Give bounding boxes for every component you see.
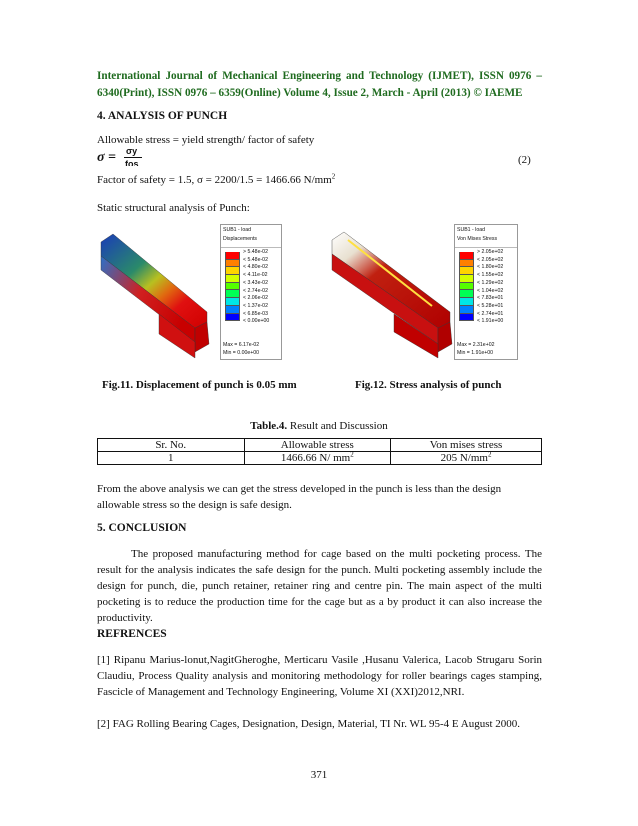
legend-min: Min = 1.91e+00 <box>457 350 494 356</box>
journal-header: International Journal of Mechanical Engineering and Technology (IJMET), ISSN 0976 – 6340(Print), ISSN 0976 – 6359(Online) Volume 4, Issue 2, March - April (2013) © IAEME <box>97 70 542 99</box>
table-cell-text: 1 <box>168 452 174 464</box>
table-header-cell: Allowable stress <box>244 439 391 452</box>
table-caption-text: Result and Discussion <box>287 420 388 432</box>
color-swatch <box>225 298 240 306</box>
legend-label: < 1.29e+02 <box>477 279 504 286</box>
fos-sup: 2 <box>331 172 336 181</box>
table-header-row <box>98 439 542 452</box>
punch-stress-render <box>328 224 456 362</box>
formula-denominator: fos <box>125 159 139 166</box>
legend-label: < 5.48e-02 <box>243 256 268 263</box>
stress-legend <box>454 224 518 360</box>
legend-label: < 3.43e-02 <box>243 279 268 286</box>
reference-2: [2] FAG Rolling Bearing Cages, Designation, Design, Material, TI Nr. WL 95-4 E August 2000. <box>97 718 521 730</box>
table-cell <box>391 452 542 465</box>
legend-label: < 1.37e-02 <box>243 302 268 309</box>
legend-label: < 2.74e+01 <box>477 310 504 317</box>
legend-label: > 2.05e+02 <box>477 249 504 255</box>
color-swatch <box>225 306 240 314</box>
legend-label: < 5.28e+01 <box>477 302 504 309</box>
color-swatch <box>459 275 474 283</box>
legend-title: SUB1 - load <box>457 227 485 233</box>
legend-label: < 1.80e+02 <box>477 264 504 271</box>
legend-label: < 6.85e-03 <box>243 310 268 317</box>
figure-11 <box>99 224 282 362</box>
conclusion-paragraph: The proposed manufacturing method for cage based on the multi pocketing process. The result for the analysis indicates the safe design for the punch. Multi pocketing assembly include the design for punch, die, punch retainer, retainer ring and centre pin. The main aspect of the multi pocketing is to reduce the production time for the cage but as a by product it can also increase the productivity. <box>97 548 542 624</box>
section-4-heading: 4. ANALYSIS OF PUNCH <box>97 110 228 122</box>
color-swatch <box>459 267 474 275</box>
table-row <box>98 452 542 465</box>
legend-label: < 1.04e+02 <box>477 287 504 294</box>
legend-labels <box>477 249 503 326</box>
reference-1: [1] Ripanu Marius-lonut,NagitGheroghe, Merticaru Vasile ,Husanu Valerica, Lacob Strugaru Sorin Claudiu, Process Quality analysis and monitoring methodology for roller bearings cages stamping, Fascicle of Management and Technology Engineering, Volume XI (XXI)2012,NRI. <box>97 654 542 698</box>
discussion-paragraph: From the above analysis we can get the stress developed in the punch is less than the design allowable stress so the design is safe design. <box>97 483 502 511</box>
color-scale <box>225 252 240 321</box>
legend-subtitle: Displacements <box>223 236 258 242</box>
color-swatch <box>225 260 240 268</box>
legend-subtitle: Von Mises Stress <box>457 236 498 242</box>
table-cell-text: 1466.66 N/ mm <box>280 452 351 464</box>
formula-lhs: σ = <box>97 150 117 165</box>
table-cell-text: 205 N/mm <box>440 452 488 464</box>
equation-number: (2) <box>518 154 531 166</box>
legend-label: < 2.74e-02 <box>243 287 268 294</box>
color-swatch <box>225 275 240 283</box>
table-cell <box>98 452 245 465</box>
color-scale <box>459 252 474 321</box>
figure-11-caption: Fig.11. Displacement of punch is 0.05 mm <box>102 379 297 391</box>
color-swatch <box>459 298 474 306</box>
color-swatch <box>459 252 474 260</box>
allowable-stress-definition: Allowable stress = yield strength/ factor of safety <box>97 134 315 146</box>
color-swatch <box>459 290 474 298</box>
figure-12 <box>328 224 522 362</box>
color-swatch <box>459 283 474 291</box>
color-swatch <box>459 314 474 322</box>
color-swatch <box>459 306 474 314</box>
table-caption-label: Table.4. <box>250 420 288 432</box>
legend-label: > 5.48e-02 <box>243 249 268 255</box>
legend-title: SUB1 - load <box>223 227 251 233</box>
table-header-cell: Sr. No. <box>98 439 245 452</box>
color-swatch <box>225 290 240 298</box>
page-number: 371 <box>310 769 328 781</box>
factor-of-safety-line <box>97 172 335 188</box>
color-swatch <box>225 252 240 260</box>
table-cell <box>244 452 391 465</box>
section-5-heading: 5. CONCLUSION <box>97 522 187 534</box>
fos-text: Factor of safety = 1.5, σ = 2200/1.5 = 1466.66 N/mm <box>97 174 332 186</box>
static-analysis-label: Static structural analysis of Punch: <box>97 202 250 214</box>
color-swatch <box>459 260 474 268</box>
legend-label: < 4.80e-02 <box>243 264 268 271</box>
references-heading: REFRENCES <box>97 628 167 640</box>
displacement-legend <box>220 224 282 360</box>
legend-max: Max = 2.31e+02 <box>457 342 495 348</box>
legend-label: < 1.55e+02 <box>477 272 504 279</box>
legend-label: < 4.11e-02 <box>243 272 268 279</box>
legend-label: < 7.83e+01 <box>477 295 504 302</box>
table-cell-sup: 2 <box>350 450 354 459</box>
legend-label: < 2.05e+02 <box>477 256 504 263</box>
legend-label: < 0.00e+00 <box>243 318 270 325</box>
formula <box>97 146 157 168</box>
legend-max: Max = 6.17e-02 <box>223 342 260 348</box>
color-swatch <box>225 267 240 275</box>
color-swatch <box>225 283 240 291</box>
figure-12-caption: Fig.12. Stress analysis of punch <box>355 379 502 391</box>
legend-min: Min = 0.00e+00 <box>223 350 260 356</box>
legend-label: < 2.06e-02 <box>243 295 268 302</box>
table-cell-sup: 2 <box>487 450 492 459</box>
formula-numerator: σy <box>126 146 138 156</box>
punch-displacement-render <box>99 224 219 362</box>
table-header-cell: Von mises stress <box>391 439 542 452</box>
results-table <box>97 438 542 465</box>
table-caption <box>0 418 638 434</box>
legend-label: < 1.91e+00 <box>477 318 504 325</box>
color-swatch <box>225 314 240 322</box>
legend-labels <box>243 249 269 326</box>
